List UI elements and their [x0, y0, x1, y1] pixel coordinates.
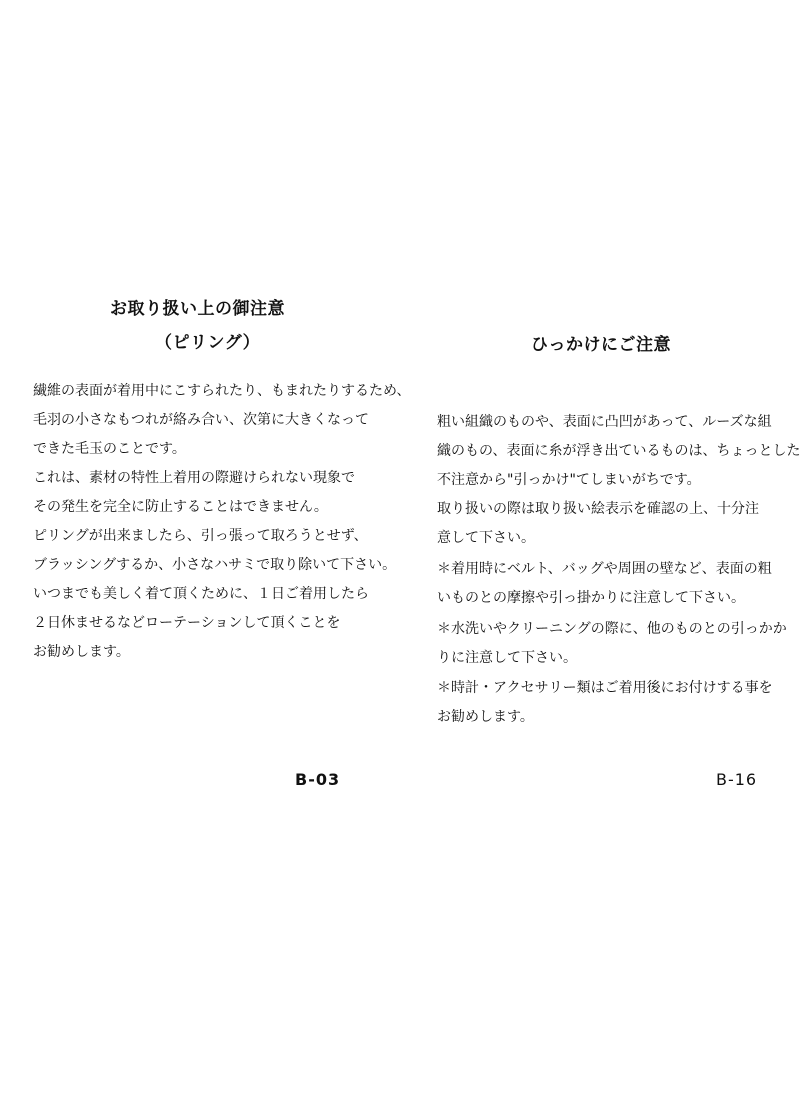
body-line: いものとの摩擦や引っ掛かりに注意して下さい。	[437, 590, 745, 606]
card-title: ひっかけにご注意	[531, 335, 671, 355]
body-line: 繊維の表面が着用中にこすられたり、もまれたりするため、	[33, 383, 411, 399]
card-title: お取り扱い上の御注意	[110, 299, 285, 319]
body-line: ＊時計・アクセサリー類はご着用後にお付けする事を	[437, 680, 773, 696]
body-line: 毛羽の小さなもつれが絡み合い、次第に大きくなって	[33, 412, 369, 428]
body-line: いつまでも美しく着て頂くために、１日ご着用したら	[33, 586, 369, 602]
body-line: 取り扱いの際は取り扱い絵表示を確認の上、十分注	[437, 501, 759, 517]
body-line: その発生を完全に防止することはできません。	[33, 499, 328, 515]
body-line: 意して下さい。	[437, 530, 535, 546]
body-line: 不注意から"引っかけ"てしまいがちです。	[437, 472, 701, 488]
body-line: これは、素材の特性上着用の際避けられない現象で	[33, 470, 355, 486]
body-line: できた毛玉のことです。	[33, 441, 186, 457]
body-line: ２日休ませるなどローテーションして頂くことを	[33, 615, 341, 631]
body-line: ＊水洗いやクリーニングの際に、他のものとの引っかか	[437, 621, 787, 637]
body-line: 粗い組織のものや、表面に凸凹があって、ルーズな組	[437, 414, 772, 430]
body-line: 織のもの、表面に糸が浮き出ているものは、ちょっとした	[437, 443, 800, 459]
product-code: B-03	[295, 770, 341, 789]
body-line: お勧めします。	[33, 644, 130, 660]
product-code: B-16	[716, 770, 758, 789]
body-line: りに注意して下さい。	[437, 650, 577, 666]
body-line: ピリングが出来ましたら、引っ張って取ろうとせず、	[33, 528, 368, 544]
snag-care-card	[400, 0, 800, 1120]
body-line: ブラッシングするか、小さなハサミで取り除いて下さい。	[33, 557, 397, 573]
body-line: ＊着用時にベルト、バッグや周囲の壁など、表面の粗	[437, 561, 772, 577]
body-line: お勧めします。	[437, 709, 534, 725]
card-subtitle: （ピリング）	[155, 333, 261, 353]
